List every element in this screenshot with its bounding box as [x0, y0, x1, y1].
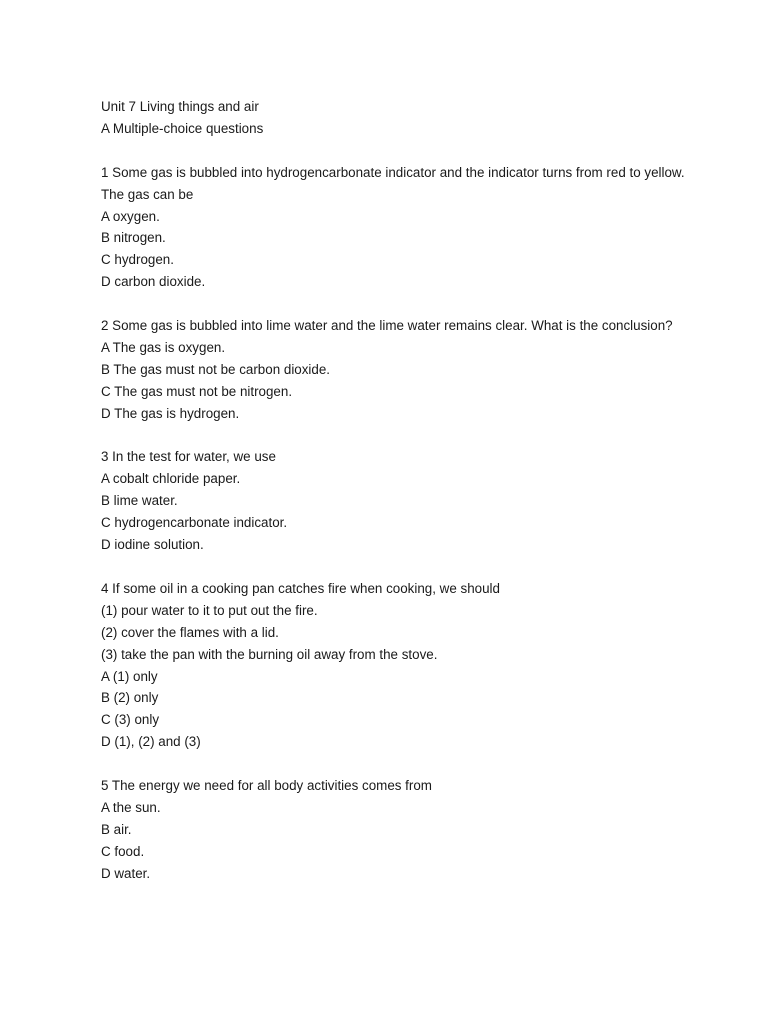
option-c: C hydrogen. — [101, 252, 174, 268]
document-page — [101, 96, 701, 885]
option-c: C The gas must not be nitrogen. — [101, 383, 293, 399]
option-b: B (2) only — [101, 690, 159, 706]
statement-3: (3) take the pan with the burning oil away from the stove. — [101, 646, 438, 662]
statement-1: (1) pour water to it to put out the fire. — [101, 602, 318, 618]
option-d: D water. — [101, 865, 151, 881]
option-a: A (1) only — [101, 668, 158, 684]
option-d: D The gas is hydrogen. — [101, 405, 240, 421]
question-stem: 1 Some gas is bubbled into hydrogencarbonate indicator and the indicator turns from red to yellow. The gas can be — [101, 164, 685, 202]
option-a: A oxygen. — [101, 208, 160, 224]
spacer — [101, 556, 701, 578]
question-stem: 3 In the test for water, we use — [101, 449, 276, 465]
question-2 — [101, 315, 701, 425]
option-b: B nitrogen. — [101, 230, 166, 246]
option-b: B lime water. — [101, 493, 178, 509]
option-d: D iodine solution. — [101, 537, 204, 553]
option-b: B The gas must not be carbon dioxide. — [101, 361, 331, 377]
option-a: A The gas is oxygen. — [101, 339, 226, 355]
statement-2: (2) cover the flames with a lid. — [101, 624, 279, 640]
question-3 — [101, 446, 701, 556]
option-a: A the sun. — [101, 799, 161, 815]
option-b: B air. — [101, 821, 132, 837]
section-title: A Multiple-choice questions — [101, 120, 264, 136]
question-1 — [101, 162, 701, 293]
option-c: C (3) only — [101, 712, 160, 728]
unit-title: Unit 7 Living things and air — [101, 99, 259, 114]
spacer — [101, 753, 701, 775]
option-c: C hydrogencarbonate indicator. — [101, 515, 288, 531]
option-d: D carbon dioxide. — [101, 274, 206, 290]
option-c: C food. — [101, 843, 145, 859]
option-d: D (1), (2) and (3) — [101, 734, 201, 750]
spacer — [101, 425, 701, 447]
question-stem: 2 Some gas is bubbled into lime water and the lime water remains clear. What is the conclusion? — [101, 318, 673, 334]
spacer — [101, 140, 701, 162]
option-a: A cobalt chloride paper. — [101, 471, 241, 487]
question-stem: 4 If some oil in a cooking pan catches fire when cooking, we should — [101, 580, 500, 596]
spacer — [101, 293, 701, 315]
question-stem: 5 The energy we need for all body activities comes from — [101, 778, 432, 794]
question-4 — [101, 578, 701, 753]
question-5 — [101, 775, 701, 885]
